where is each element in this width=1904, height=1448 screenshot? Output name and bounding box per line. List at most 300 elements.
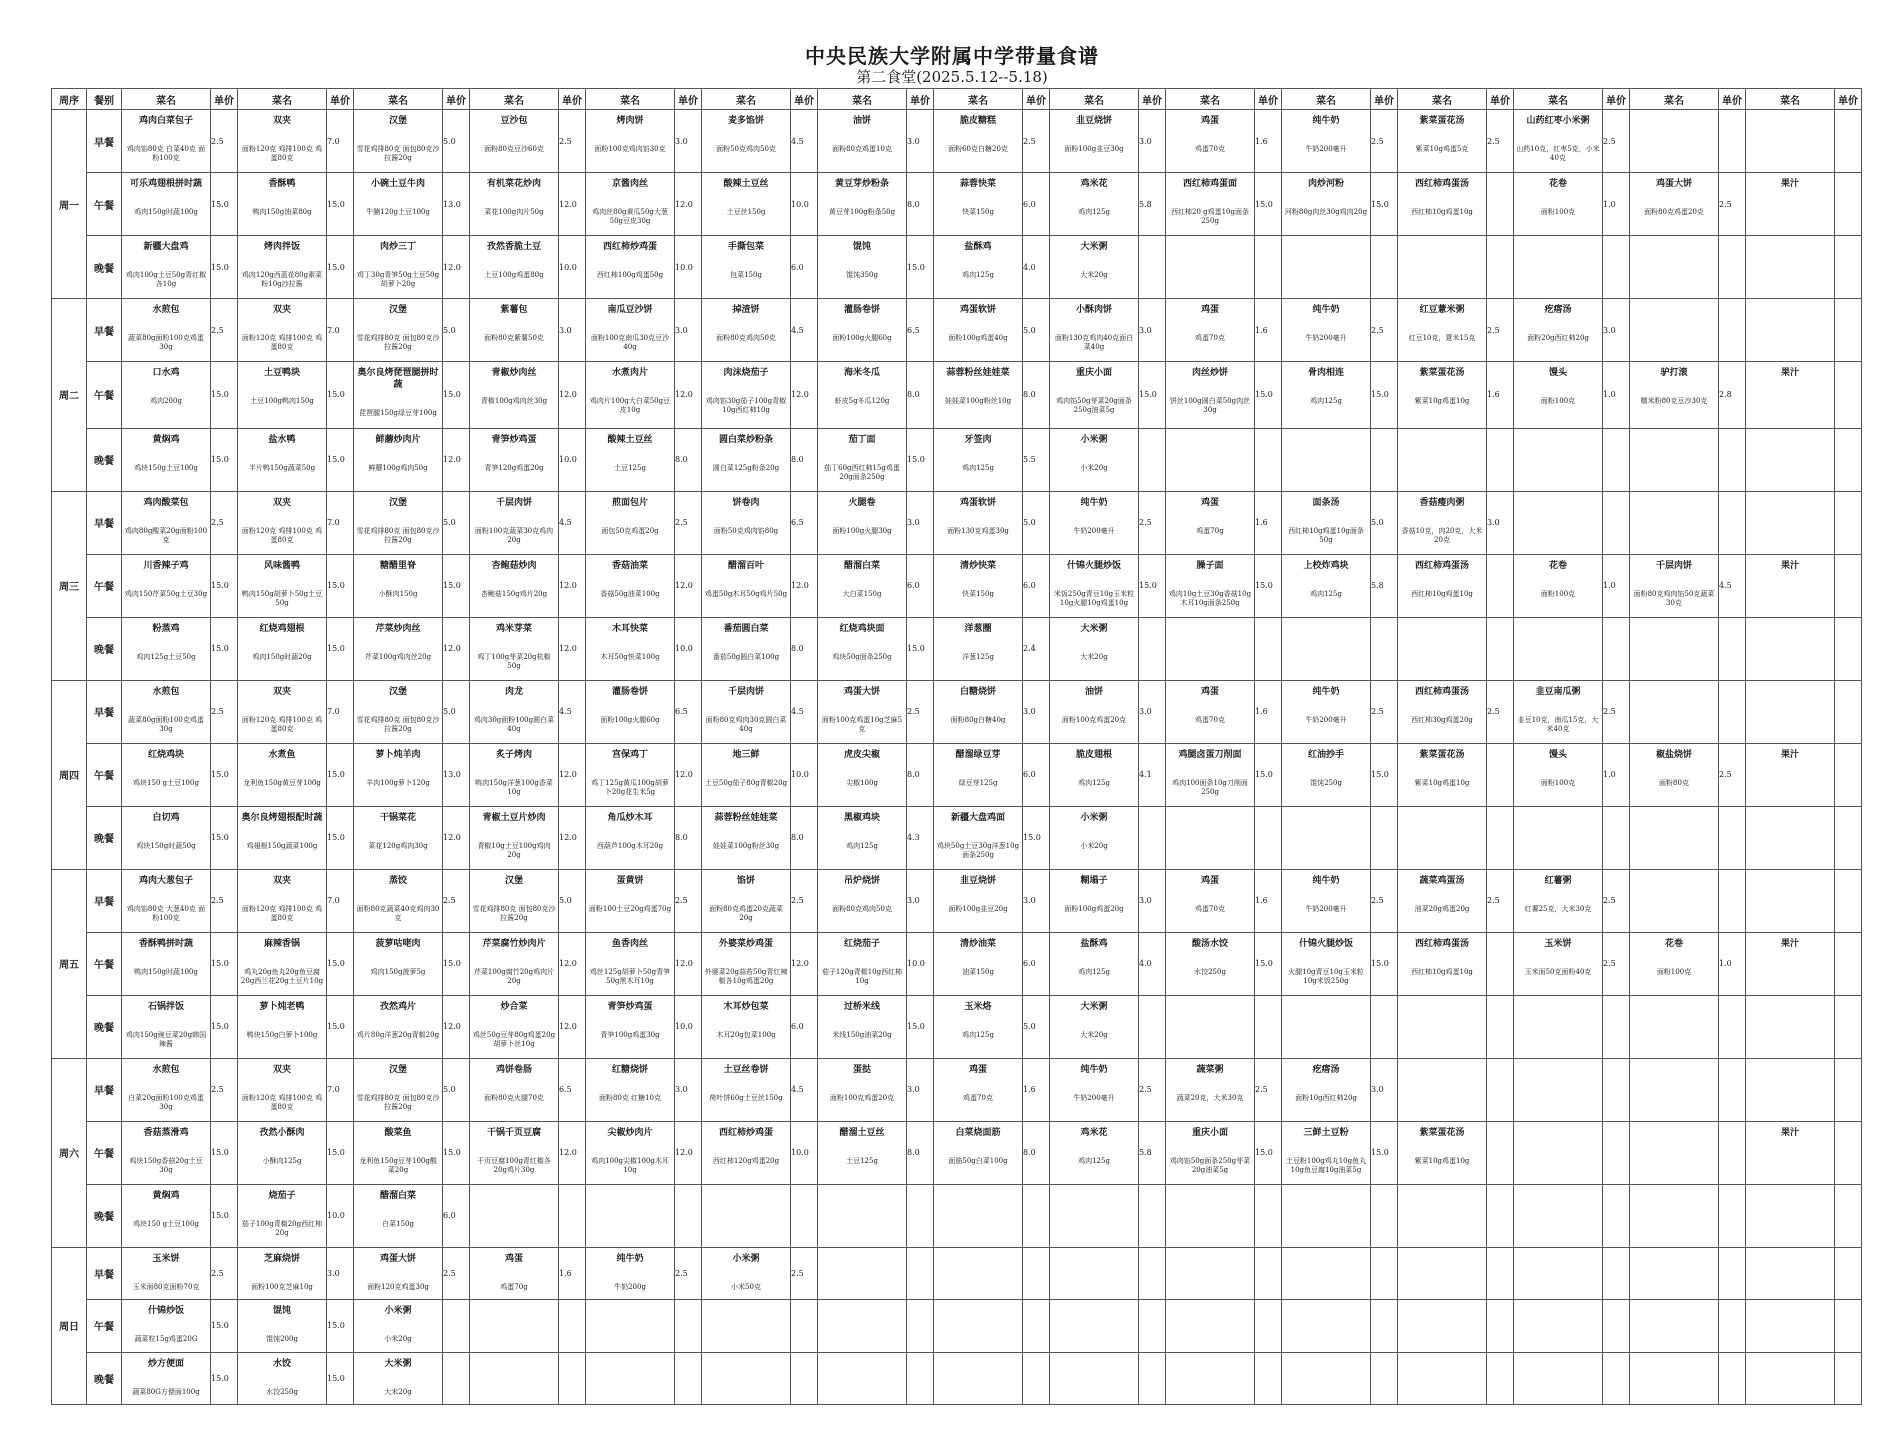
dish-price: 4.3	[907, 806, 934, 869]
dish-ingredients: 山药10克，红枣5克，小米40克	[1516, 145, 1600, 162]
dish-price: 7.0	[327, 491, 354, 554]
dish-cell	[1630, 299, 1719, 362]
dish-name: 大米粥	[1080, 623, 1108, 634]
dish-cell	[934, 1058, 1023, 1121]
dish-name: 脆皮翅根	[1075, 749, 1112, 760]
meal-row	[52, 236, 1862, 299]
header-price: 单价	[559, 89, 586, 110]
dish-name: 双夹	[272, 1064, 291, 1075]
dish-cell	[122, 554, 211, 617]
dish-price: 3.0	[1487, 491, 1514, 554]
dish-ingredients: 鸡肉30g面粉100g圆白菜40g	[473, 715, 555, 733]
dish-price: 3.0	[1023, 869, 1050, 932]
dish-name: 西红柿炒鸡蛋	[718, 1127, 773, 1138]
meal-cell: 早餐	[87, 110, 122, 173]
dish-cell	[354, 110, 443, 173]
dish-price: 6.0	[791, 236, 818, 299]
dish-price: 12.0	[559, 1121, 586, 1184]
dish-name: 西红柿鸡蛋汤	[1414, 686, 1469, 697]
dish-name: 水饺	[272, 1358, 291, 1369]
dish-ingredients: 快菜150g	[962, 208, 994, 216]
dish-name: 豆沙包	[500, 116, 528, 126]
dish-price: 3.0	[1139, 869, 1166, 932]
dish-price	[1371, 617, 1398, 680]
dish-price: 7.0	[327, 869, 354, 932]
dish-name: 黑椒鸡块	[843, 812, 880, 823]
dish-cell	[470, 1352, 559, 1405]
header-dish: 菜名	[702, 89, 791, 110]
dish-cell	[1398, 1121, 1487, 1184]
dish-cell	[818, 995, 907, 1058]
dish-ingredients: 鸡肉片100g大白菜50g豆皮10g	[589, 397, 671, 414]
dish-cell	[1746, 1352, 1835, 1405]
dish-cell	[586, 491, 675, 554]
dish-cell	[1514, 995, 1603, 1058]
dish-ingredients: 面粉120克 鸡排100克 鸡蛋80克	[241, 334, 323, 351]
meal-cell: 晚餐	[87, 806, 122, 869]
dish-name: 麦多馅饼	[727, 116, 764, 126]
dish-name: 汉堡	[504, 875, 523, 886]
dish-cell	[1398, 743, 1487, 806]
dish-price: 15.0	[327, 995, 354, 1058]
dish-price	[1603, 806, 1630, 869]
dish-ingredients: 火腿10g青豆10g玉米粒10g米饭250g	[1288, 967, 1364, 985]
dish-ingredients: 大米20g	[1080, 271, 1108, 279]
dish-price: 2.5	[211, 1247, 238, 1300]
dish-price	[1255, 1247, 1282, 1300]
dish-name: 海米冬瓜	[843, 368, 880, 378]
dish-price	[1487, 236, 1514, 299]
dish-price	[1023, 1247, 1050, 1300]
dish-ingredients: 鸡丝50g豆芽80g鸡蛋20g胡萝卜丝10g	[472, 1030, 556, 1048]
dish-cell	[1630, 554, 1719, 617]
dish-price: 2.5	[1719, 173, 1746, 236]
dish-name: 香菇蒸滑鸡	[143, 1127, 189, 1138]
dish-cell	[1166, 299, 1255, 362]
dish-ingredients: 面粉80克蔬菜40克鸡肉30克	[356, 904, 440, 922]
dish-ingredients: 面粉120克 鸡排100克 鸡蛋80克	[241, 1093, 323, 1111]
dish-name: 鸡蛋	[1200, 686, 1219, 697]
dish-price: 2.5	[211, 1058, 238, 1121]
dish-ingredients: 西葫芦100g木耳20g	[596, 841, 664, 850]
dish-name: 麻辣香锅	[263, 938, 300, 949]
dish-name: 香酥鸭	[268, 179, 296, 189]
dish-ingredients: 鸡块150g香菇20g土豆30g	[129, 1156, 203, 1174]
dish-cell	[470, 1300, 559, 1353]
meal-cell: 早餐	[87, 1058, 122, 1121]
dish-name: 木耳快菜	[611, 623, 648, 634]
dish-cell	[818, 554, 907, 617]
dish-ingredients: 茄丁60g西红柿15g鸡蛋20g面条250g	[824, 463, 900, 481]
dish-ingredients: 牛奶200毫升	[1305, 715, 1347, 724]
dish-ingredients: 面粉80克 红糖10克	[598, 1093, 662, 1102]
dish-ingredients: 鸡肉125g	[1310, 397, 1342, 405]
dish-name: 灌肠卷饼	[611, 686, 648, 697]
dish-cell	[702, 680, 791, 743]
dish-ingredients: 面粉100g韭豆30g	[1064, 145, 1124, 153]
dish-cell	[354, 869, 443, 932]
dish-name: 疙瘩汤	[1312, 1064, 1340, 1075]
dish-price: 15.0	[1255, 173, 1282, 236]
dish-cell	[934, 299, 1023, 362]
dish-cell	[1050, 1352, 1139, 1405]
dish-ingredients: 鸭肉150g油菜80g	[252, 208, 312, 216]
dish-cell	[1398, 617, 1487, 680]
dish-price: 12.0	[675, 932, 702, 995]
dish-cell	[1050, 236, 1139, 299]
dish-price: 2.5	[1603, 680, 1630, 743]
dish-price: 5.0	[1023, 491, 1050, 554]
dish-name: 可乐鸡翅根拼时蔬	[129, 179, 202, 189]
dish-cell	[702, 743, 791, 806]
dish-price: 6.0	[791, 995, 818, 1058]
dish-name: 双夹	[272, 686, 291, 697]
header-price: 单价	[1719, 89, 1746, 110]
dish-name: 西红柿鸡蛋汤	[1414, 179, 1469, 189]
dish-price: 12.0	[443, 617, 470, 680]
meal-row	[52, 110, 1862, 173]
dish-name: 红豆薏米粥	[1419, 305, 1465, 315]
dish-cell	[818, 680, 907, 743]
dish-cell	[1282, 1352, 1371, 1405]
dish-cell	[1050, 362, 1139, 429]
dish-price: 5.0	[443, 1058, 470, 1121]
dish-name: 西红柿鸡蛋面	[1182, 179, 1237, 189]
dish-ingredients: 玉米面80克面粉70克	[132, 1282, 200, 1291]
header-dish: 菜名	[934, 89, 1023, 110]
dish-cell	[122, 491, 211, 554]
dish-name: 面条汤	[1312, 497, 1340, 508]
dish-name: 南瓜豆沙饼	[607, 305, 653, 315]
dish-cell	[1050, 932, 1139, 995]
dish-cell	[934, 806, 1023, 869]
meal-cell: 午餐	[87, 362, 122, 429]
dish-ingredients: 面粉100g鸡蛋40g	[948, 334, 1008, 342]
dish-cell	[934, 173, 1023, 236]
dish-cell	[1398, 554, 1487, 617]
dish-name: 千层肉饼	[495, 497, 532, 508]
dish-name: 水煎包	[152, 1064, 180, 1075]
dish-price: 3.0	[907, 491, 934, 554]
dish-name: 果汁	[1780, 938, 1799, 949]
dish-cell	[586, 995, 675, 1058]
dish-price: 12.0	[791, 932, 818, 995]
dish-name: 果汁	[1780, 749, 1799, 760]
dish-name: 醋溜白菜	[843, 560, 880, 571]
header-price: 单价	[1487, 89, 1514, 110]
dish-cell	[1746, 743, 1835, 806]
dish-name: 鸡蛋	[1200, 116, 1219, 126]
dish-cell	[586, 743, 675, 806]
dish-price	[1835, 680, 1862, 743]
dish-ingredients: 牛奶200g	[614, 1282, 646, 1291]
dish-price: 4.5	[791, 1058, 818, 1121]
dish-name: 醋溜绿豆芽	[955, 749, 1001, 760]
dish-name: 掉渣饼	[732, 305, 760, 315]
dish-price	[1371, 1247, 1398, 1300]
dish-name: 花卷	[1548, 560, 1567, 571]
dish-price: 3.0	[907, 869, 934, 932]
meal-cell: 早餐	[87, 869, 122, 932]
dish-ingredients: 西红柿10g鸡蛋10g	[1411, 208, 1473, 216]
dish-price	[1719, 869, 1746, 932]
dish-cell	[586, 680, 675, 743]
dish-price	[907, 1184, 934, 1247]
dish-cell	[702, 428, 791, 491]
dish-cell	[1166, 428, 1255, 491]
dish-price: 3.0	[675, 110, 702, 173]
dish-ingredients: 龙利鱼150g豆芽100g酸菜20g	[359, 1156, 437, 1174]
dish-ingredients: 面粉100克	[1656, 967, 1692, 976]
dish-price: 4.1	[1139, 743, 1166, 806]
dish-ingredients: 雪花鸡排80克 面包80克沙拉酱20g	[356, 145, 440, 162]
dish-price: 8.0	[791, 806, 818, 869]
dish-price	[1603, 1184, 1630, 1247]
dish-price: 12.0	[443, 236, 470, 299]
dish-cell	[238, 236, 327, 299]
dish-ingredients: 面粉80克火腿70克	[484, 1093, 544, 1102]
dish-name: 鸡蛋	[1200, 497, 1219, 508]
dish-price	[1255, 428, 1282, 491]
dish-price: 8.0	[675, 428, 702, 491]
dish-name: 醋溜土豆丝	[839, 1127, 885, 1138]
dish-name: 黄焖鸡	[152, 434, 180, 445]
dish-price	[1023, 1300, 1050, 1353]
dish-cell	[1050, 1300, 1139, 1353]
dish-cell	[934, 362, 1023, 429]
dish-ingredients: 圆白菜125g粉条20g	[712, 463, 780, 472]
dish-name: 蔬菜粥	[1196, 1064, 1224, 1075]
dish-cell	[354, 1121, 443, 1184]
dish-cell	[1630, 1121, 1719, 1184]
dish-ingredients: 羊肉100g萝卜120g	[366, 778, 430, 787]
dish-ingredients: 娃娃菜100g粉丝30g	[712, 841, 780, 850]
header-price: 单价	[1603, 89, 1630, 110]
dish-name: 骨肉相连	[1307, 368, 1344, 378]
dish-name: 韭豆烧饼	[1075, 116, 1112, 126]
dish-cell	[354, 932, 443, 995]
header-dish: 菜名	[1630, 89, 1719, 110]
dish-cell	[934, 236, 1023, 299]
dish-cell	[702, 1300, 791, 1353]
dish-price	[1603, 491, 1630, 554]
dish-cell	[1630, 806, 1719, 869]
dish-name: 花卷	[1664, 938, 1683, 949]
dish-ingredients: 鸡肉125g	[1078, 208, 1110, 216]
dish-price: 3.0	[675, 299, 702, 362]
dish-name: 鸡蛋软饼	[959, 305, 996, 315]
dish-ingredients: 面粉20g西红柿20g	[1527, 334, 1589, 342]
dish-cell	[470, 362, 559, 429]
dish-name: 炙子烤肉	[495, 749, 532, 760]
dish-cell	[122, 236, 211, 299]
dish-name: 口水鸡	[152, 368, 180, 378]
dish-price	[1835, 236, 1862, 299]
dish-price	[1835, 1300, 1862, 1353]
dish-price: 6.0	[1023, 743, 1050, 806]
dish-price: 1.6	[1023, 1058, 1050, 1121]
dish-ingredients: 鸭肉150g时蔬100g	[134, 967, 198, 976]
dish-ingredients: 面粉80克鸡蛋20克蔬菜20g	[709, 904, 783, 922]
dish-name: 萝卜炖羊肉	[375, 749, 421, 760]
dish-price: 15.0	[211, 1184, 238, 1247]
dish-cell	[470, 869, 559, 932]
dish-cell	[1282, 1058, 1371, 1121]
dish-name: 千层肉饼	[1655, 560, 1692, 571]
dish-price: 8.0	[907, 1121, 934, 1184]
dish-ingredients: 虾皮5g冬瓜120g	[834, 397, 890, 405]
dish-name: 纯牛奶	[1312, 686, 1340, 697]
dish-name: 水煮肉片	[611, 368, 648, 378]
dish-name: 小米粥	[732, 1253, 760, 1264]
dish-price: 8.0	[791, 617, 818, 680]
dish-ingredients: 面粉100克蔬菜30克鸡肉20g	[474, 526, 554, 544]
dish-cell	[586, 428, 675, 491]
dish-name: 韭豆南瓜粥	[1535, 686, 1581, 697]
dish-ingredients: 大米20g	[1080, 1030, 1108, 1039]
dish-cell	[1282, 299, 1371, 362]
dish-cell	[238, 1121, 327, 1184]
dish-name: 醋溜百叶	[727, 560, 764, 571]
dish-price: 15.0	[1371, 1121, 1398, 1184]
dish-name: 纯牛奶	[1312, 875, 1340, 886]
dish-cell	[586, 110, 675, 173]
dish-name: 蒸饺	[388, 875, 407, 886]
dish-price	[1603, 1300, 1630, 1353]
dish-cell	[818, 362, 907, 429]
dish-cell	[586, 299, 675, 362]
dish-cell	[1746, 1058, 1835, 1121]
dish-price: 10.0	[559, 236, 586, 299]
dish-cell	[818, 617, 907, 680]
dish-ingredients: 木耳50g快菜100g	[600, 652, 660, 661]
dish-cell	[1050, 110, 1139, 173]
dish-cell	[702, 554, 791, 617]
dish-name: 虎皮尖椒	[843, 749, 880, 760]
dish-ingredients: 面粉80克鸡肉50克	[832, 904, 892, 913]
dish-name: 双夹	[272, 875, 291, 886]
dish-price	[1835, 1121, 1862, 1184]
dish-cell	[122, 869, 211, 932]
dish-name: 紫菜蛋花汤	[1419, 116, 1465, 126]
dish-price: 10.0	[675, 236, 702, 299]
dish-ingredients: 鸡肉150g豌豆菜20g韩国辣酱	[125, 1030, 207, 1048]
dish-price	[1139, 806, 1166, 869]
dish-cell	[1166, 1121, 1255, 1184]
dish-cell	[1282, 1184, 1371, 1247]
dish-name: 小碗土豆牛肉	[370, 179, 425, 189]
dish-name: 酸辣土豆丝	[723, 179, 769, 189]
dish-price: 5.8	[1139, 173, 1166, 236]
header-price: 单价	[791, 89, 818, 110]
dish-cell	[1746, 491, 1835, 554]
dish-cell	[1050, 1184, 1139, 1247]
dish-cell	[818, 173, 907, 236]
dish-ingredients: 土豆粉100g鸡丸10g鱼丸10g鱼豆腐10g油菜5g	[1285, 1156, 1367, 1174]
dish-price: 2.5	[443, 869, 470, 932]
dish-cell	[1166, 1247, 1255, 1300]
dish-name: 韭豆烧饼	[959, 875, 996, 886]
dish-price: 15.0	[1255, 1121, 1282, 1184]
dish-cell	[1514, 806, 1603, 869]
dish-name: 白菜烧面筋	[955, 1127, 1001, 1138]
dish-cell	[354, 428, 443, 491]
dish-name: 牙签肉	[964, 434, 992, 445]
dish-cell	[1746, 1184, 1835, 1247]
dish-cell	[818, 110, 907, 173]
dish-name: 火腿卷	[848, 497, 876, 508]
dish-name: 鱼香肉丝	[611, 938, 648, 949]
dish-cell	[1630, 995, 1719, 1058]
meal-row	[52, 617, 1862, 680]
dish-price: 15.0	[1023, 806, 1050, 869]
header-dish: 菜名	[238, 89, 327, 110]
dish-price: 3.0	[1603, 299, 1630, 362]
dish-cell	[1746, 554, 1835, 617]
dish-name: 大米粥	[1080, 1001, 1108, 1012]
dish-name: 川香辣子鸡	[143, 560, 189, 571]
dish-cell	[1050, 428, 1139, 491]
dish-cell	[122, 617, 211, 680]
dish-cell	[1398, 236, 1487, 299]
dish-price: 2.5	[675, 491, 702, 554]
dish-name: 香菇油菜	[611, 560, 648, 571]
dish-cell	[1630, 362, 1719, 429]
meal-cell: 午餐	[87, 743, 122, 806]
dish-name: 香酥鸭拼时蔬	[138, 938, 193, 949]
header-price: 单价	[1023, 89, 1050, 110]
meal-row	[52, 869, 1862, 932]
header-price: 单价	[675, 89, 702, 110]
dish-ingredients: 面粉80克	[1659, 778, 1689, 787]
dish-cell	[1514, 932, 1603, 995]
dish-name: 玉米烙	[964, 1001, 992, 1012]
dish-cell	[1398, 362, 1487, 429]
dish-ingredients: 牛奶200毫升	[1305, 334, 1347, 342]
dish-ingredients: 西红柿100g鸡蛋50g	[596, 271, 664, 279]
dish-ingredients: 米饭250g青豆10g玉米粒10g火腿10g鸡蛋10g	[1053, 589, 1135, 607]
dish-cell	[470, 173, 559, 236]
dish-cell	[1398, 869, 1487, 932]
dish-cell	[238, 1352, 327, 1405]
dish-ingredients: 水饺250g	[266, 1387, 298, 1396]
dish-cell	[1398, 1184, 1487, 1247]
dish-ingredients: 鸡肉125g	[1078, 1156, 1110, 1165]
dish-price: 15.0	[327, 173, 354, 236]
dish-cell	[1514, 236, 1603, 299]
dish-price: 15.0	[1255, 362, 1282, 429]
dish-ingredients: 小酥肉125g	[262, 1156, 302, 1165]
dish-name: 孜然小酥肉	[259, 1127, 305, 1138]
dish-ingredients: 白菜20g面粉100克鸡蛋30g	[128, 1093, 204, 1111]
dish-cell	[702, 617, 791, 680]
dish-cell	[1282, 995, 1371, 1058]
dish-price: 4.0	[1139, 932, 1166, 995]
dish-cell	[586, 1058, 675, 1121]
dish-ingredients: 小酥肉150g	[378, 589, 418, 598]
dish-name: 孜然香脆土豆	[486, 242, 541, 252]
dish-cell	[1514, 617, 1603, 680]
dish-price	[907, 1300, 934, 1353]
dish-cell	[122, 743, 211, 806]
dish-name: 玉米饼	[1544, 938, 1572, 949]
dish-name: 孜然鸡片	[379, 1001, 416, 1012]
dish-name: 鸡蛋	[1200, 875, 1219, 886]
dish-price	[559, 1184, 586, 1247]
dish-price: 12.0	[559, 932, 586, 995]
dish-cell	[1630, 491, 1719, 554]
dish-cell	[818, 236, 907, 299]
